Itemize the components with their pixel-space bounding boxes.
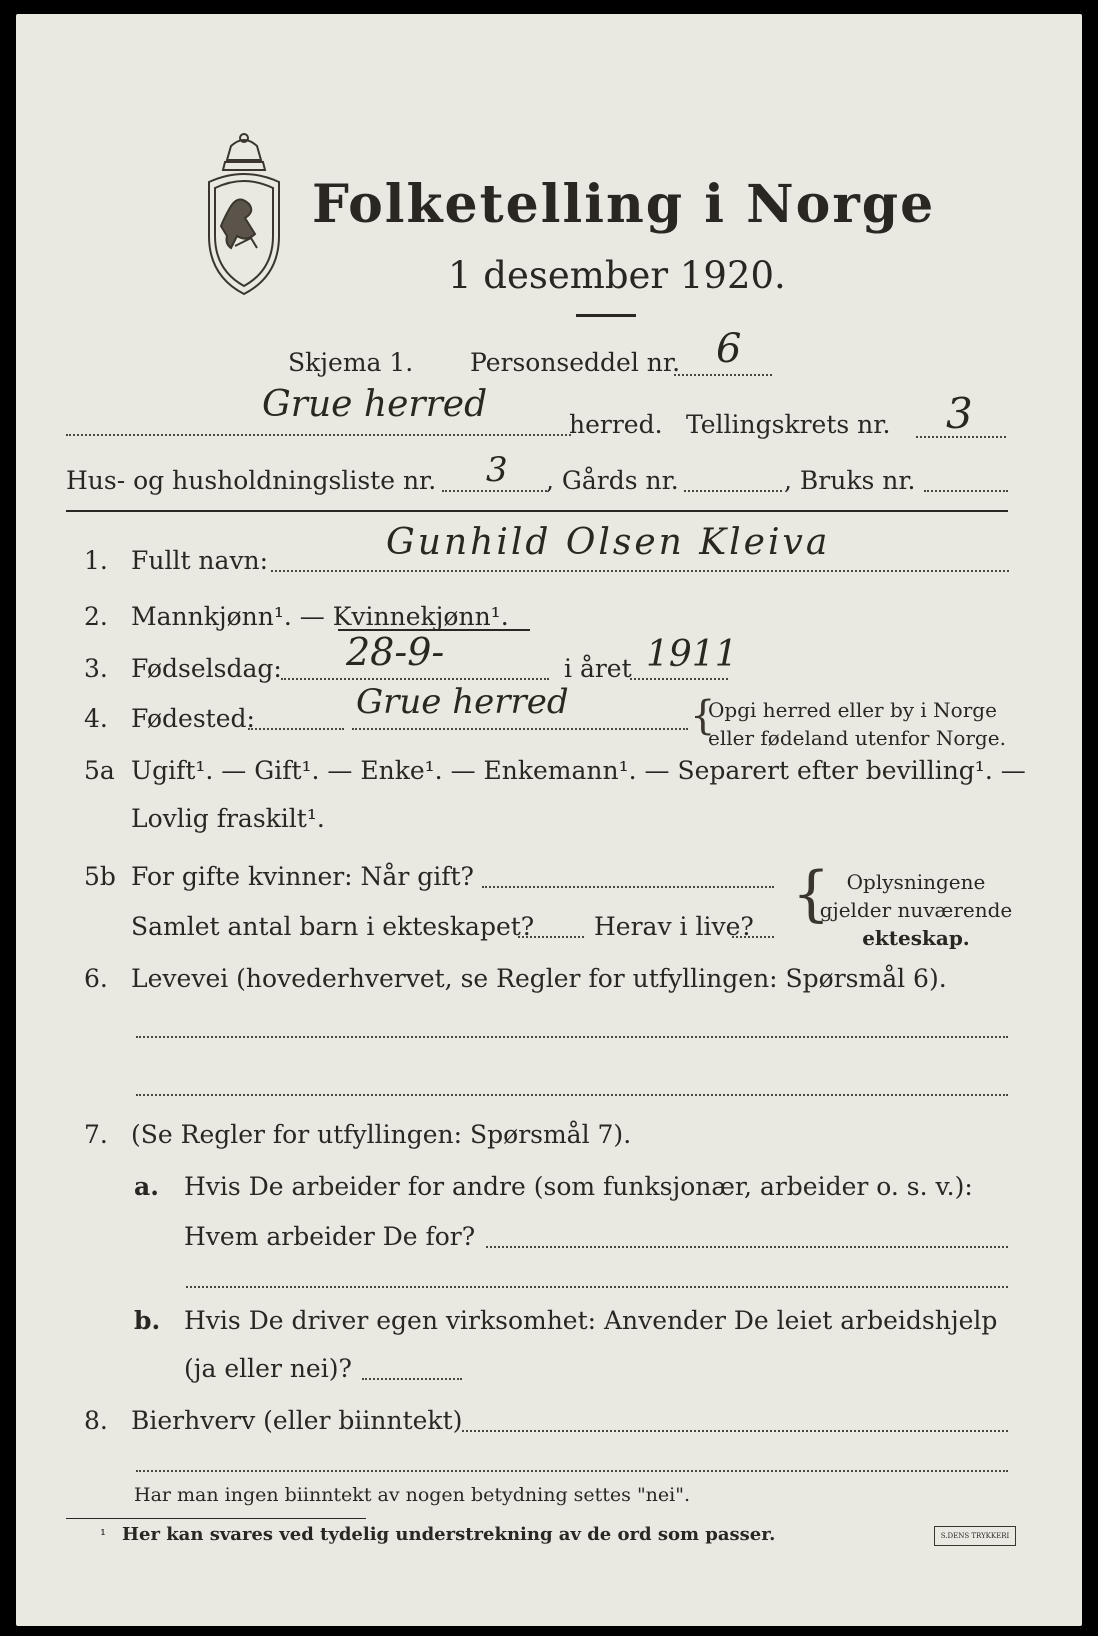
footer-note: Har man ingen biinntekt av nogen betydning settes "nei".: [134, 1484, 691, 1506]
q3-line: [281, 678, 549, 680]
q5b-line2a: Samlet antal barn i ekteskapet?: [131, 912, 535, 941]
q1-label: Fullt navn:: [131, 546, 269, 575]
q5b-line1: For gifte kvinner: Når gift?: [131, 862, 474, 891]
q7b-line1: Hvis De driver egen virksomhet: Anvender De leiet arbeidshjelp: [184, 1306, 998, 1335]
q4-line-b: [352, 728, 688, 730]
q4-number: 4.: [84, 704, 108, 733]
q7b-line2: (ja eller nei)?: [184, 1354, 352, 1383]
q8-number: 8.: [84, 1406, 108, 1435]
q8-label: Bierhverv (eller biinntekt): [131, 1406, 463, 1435]
q3-label: Fødselsdag:: [131, 654, 282, 683]
hus-value: 3: [486, 450, 508, 490]
herred-value: Grue herred: [262, 384, 488, 425]
q1-value: Gunhild Olsen Kleiva: [386, 522, 831, 563]
header-divider: [66, 510, 1008, 512]
q7a-line1: Hvis De arbeider for andre (som funksjonær, arbeider o. s. v.):: [184, 1172, 973, 1201]
gards-line: [684, 490, 782, 492]
title-divider: [576, 314, 636, 317]
q7b-label: b.: [134, 1306, 161, 1335]
q5a-line1: Ugift¹. — Gift¹. — Enke¹. — Enkemann¹. — Separert efter bevilling¹. —: [131, 756, 1026, 785]
q5b-line1-fill: [482, 886, 774, 888]
q4-line-a: [248, 728, 344, 730]
q7a-line-fill: [486, 1246, 1008, 1248]
footnote-text: Her kan svares ved tydelig understrekning av de ord som passer.: [122, 1524, 776, 1545]
q8-line-extra: [136, 1470, 1008, 1472]
q5b-note-line1: Oplysningene: [846, 870, 986, 894]
q3-year-line: [630, 678, 728, 680]
personseddel-value: 6: [716, 326, 742, 372]
hus-line: [442, 490, 547, 492]
footnote-mark: ¹: [100, 1526, 107, 1544]
form-title: Folketelling i Norge: [312, 174, 936, 235]
q4-label: Fødested:: [131, 704, 255, 733]
footnote-divider: [66, 1518, 366, 1519]
q6-text: Levevei (hovederhvervet, se Regler for utfyllingen: Spørsmål 6).: [131, 964, 947, 993]
q5a-line2: Lovlig fraskilt¹.: [131, 804, 325, 833]
q3-year-label: i året: [564, 654, 632, 683]
q6-line2: [136, 1094, 1008, 1096]
personseddel-line: [674, 374, 772, 376]
q5b-line2b-fill: [732, 936, 774, 938]
q5b-note-brace: {: [792, 859, 831, 929]
q4-note-brace: {: [690, 693, 716, 739]
q4-value: Grue herred: [356, 682, 569, 722]
q5b-note-line2: gjelder nuværende: [819, 898, 1013, 922]
q3-value: 28-9-: [346, 630, 445, 674]
gards-label: , Gårds nr.: [546, 466, 679, 495]
q3-year-value: 1911: [646, 634, 738, 675]
q6-line1: [136, 1036, 1008, 1038]
tellingskrets-label: Tellingskrets nr.: [686, 410, 891, 439]
tellingskrets-value: 3: [946, 389, 973, 438]
q5a-number: 5a: [84, 756, 115, 785]
q4-note-line2: eller fødeland utenfor Norge.: [708, 726, 1006, 750]
q3-number: 3.: [84, 654, 108, 683]
bruks-label: , Bruks nr.: [784, 466, 916, 495]
q7-text: (Se Regler for utfyllingen: Spørsmål 7).: [131, 1120, 632, 1149]
q1-number: 1.: [84, 546, 108, 575]
q7a-label: a.: [134, 1172, 159, 1201]
q1-line: [271, 570, 1009, 572]
q7-number: 7.: [84, 1120, 108, 1149]
census-date: 1 desember 1920.: [448, 254, 786, 297]
q7b-line-fill: [362, 1378, 462, 1380]
personseddel-label: Personseddel nr.: [470, 348, 681, 377]
q5b-line2b: Herav i live?: [594, 912, 754, 941]
q6-number: 6.: [84, 964, 108, 993]
coat-of-arms-icon: [191, 126, 297, 298]
q2-text: Mannkjønn¹. — Kvinnekjønn¹.: [131, 602, 509, 631]
q4-note-line1: Opgi herred eller by i Norge: [708, 698, 997, 722]
printer-stamp: S.DENS TRYKKERI: [934, 1526, 1016, 1546]
herred-label: herred.: [569, 410, 663, 439]
herred-line: [66, 434, 571, 436]
census-form: [16, 14, 1082, 1626]
q2-number: 2.: [84, 602, 108, 631]
hus-label: Hus- og husholdningsliste nr.: [66, 466, 437, 495]
q5b-number: 5b: [84, 862, 116, 891]
q8-line-fill: [462, 1430, 1008, 1432]
q7a-line-extra: [186, 1286, 1008, 1288]
q5b-note-line3: ekteskap.: [862, 926, 970, 950]
bruks-line: [924, 490, 1008, 492]
skjema-label: Skjema 1.: [288, 348, 414, 377]
q7a-line2: Hvem arbeider De for?: [184, 1222, 476, 1251]
q5b-line2a-fill: [518, 936, 584, 938]
